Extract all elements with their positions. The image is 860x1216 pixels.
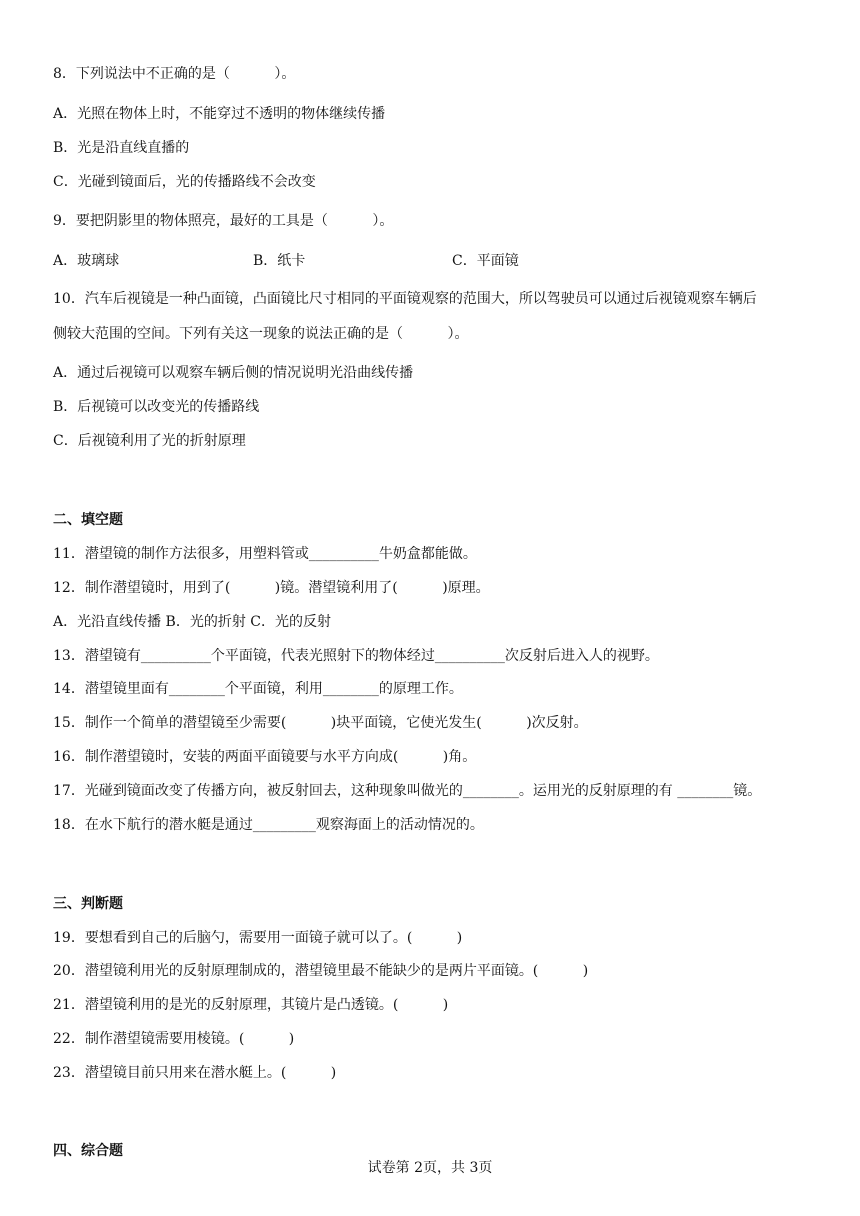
question-10-option-c[interactable]: C．后视镜利用了光的折射原理 xyxy=(53,433,246,449)
question-14: 14．潜望镜里面有________个平面镜，利用________的原理工作。 xyxy=(53,681,463,697)
question-18: 18．在水下航行的潜水艇是通过_________观察海面上的活动情况的。 xyxy=(53,817,484,833)
question-17: 17．光碰到镜面改变了传播方向，被反射回去，这种现象叫做光的________。运用光的反射原理的有 ________镜。 xyxy=(53,783,762,799)
section-comprehensive-heading: 四、综合题 xyxy=(53,1143,123,1159)
question-8-option-b[interactable]: B．光是沿直线直播的 xyxy=(53,140,190,156)
question-10-stem-line-1: 10．汽车后视镜是一种凸面镜，凸面镜比尺寸相同的平面镜观察的范围大，所以驾驶员可以通过后视镜观察车辆后 xyxy=(53,291,757,307)
question-11: 11．潜望镜的制作方法很多，用塑料管或__________牛奶盒都能做。 xyxy=(53,546,477,562)
question-13: 13．潜望镜有__________个平面镜，代表光照射下的物体经过__________次反射后进入人的视野。 xyxy=(53,648,659,664)
question-9-option-b[interactable]: B．纸卡 xyxy=(253,253,306,269)
question-8-option-a[interactable]: A．光照在物体上时，不能穿过不透明的物体继续传播 xyxy=(53,106,386,122)
page-footer: 试卷第 2页，共 3页 xyxy=(367,1160,493,1176)
question-8-stem: 8．下列说法中不正确的是（ ）。 xyxy=(53,66,296,82)
section-fill-in-blank-heading: 二、填空题 xyxy=(53,512,123,528)
question-12: 12．制作潜望镜时，用到了( )镜。潜望镜利用了( )原理。 xyxy=(53,580,490,596)
question-8-option-c[interactable]: C．光碰到镜面后，光的传播路线不会改变 xyxy=(53,174,316,190)
question-10-option-a[interactable]: A．通过后视镜可以观察车辆后侧的情况说明光沿曲线传播 xyxy=(53,365,414,381)
question-10-stem-line-2: 侧较大范围的空间。下列有关这一现象的说法正确的是（ ）。 xyxy=(53,326,469,342)
question-22: 22．制作潜望镜需要用棱镜。( ) xyxy=(53,1031,295,1047)
question-19: 19．要想看到自己的后脑勺，需要用一面镜子就可以了。( ) xyxy=(53,930,463,946)
question-23: 23．潜望镜目前只用来在潜水艇上。( ) xyxy=(53,1065,337,1081)
question-10-option-b[interactable]: B．后视镜可以改变光的传播路线 xyxy=(53,399,260,415)
question-9-options xyxy=(53,252,813,270)
question-9-option-a[interactable]: A．玻璃球 xyxy=(53,253,120,269)
section-true-false-heading: 三、判断题 xyxy=(53,896,123,912)
question-21: 21．潜望镜利用的是光的反射原理，其镜片是凸透镜。( ) xyxy=(53,997,449,1013)
question-15: 15．制作一个简单的潜望镜至少需要( )块平面镜，它使光发生( )次反射。 xyxy=(53,715,588,731)
question-16: 16．制作潜望镜时，安装的两面平面镜要与水平方向成( )角。 xyxy=(53,749,477,765)
question-20: 20．潜望镜利用光的反射原理制成的，潜望镜里最不能缺少的是两片平面镜。( ) xyxy=(53,963,589,979)
question-12-options: A．光沿直线传播 B．光的折射 C．光的反射 xyxy=(53,614,332,630)
question-9-option-c[interactable]: C．平面镜 xyxy=(452,253,519,269)
question-9-stem: 9．要把阴影里的物体照亮，最好的工具是（ ）。 xyxy=(53,213,394,229)
